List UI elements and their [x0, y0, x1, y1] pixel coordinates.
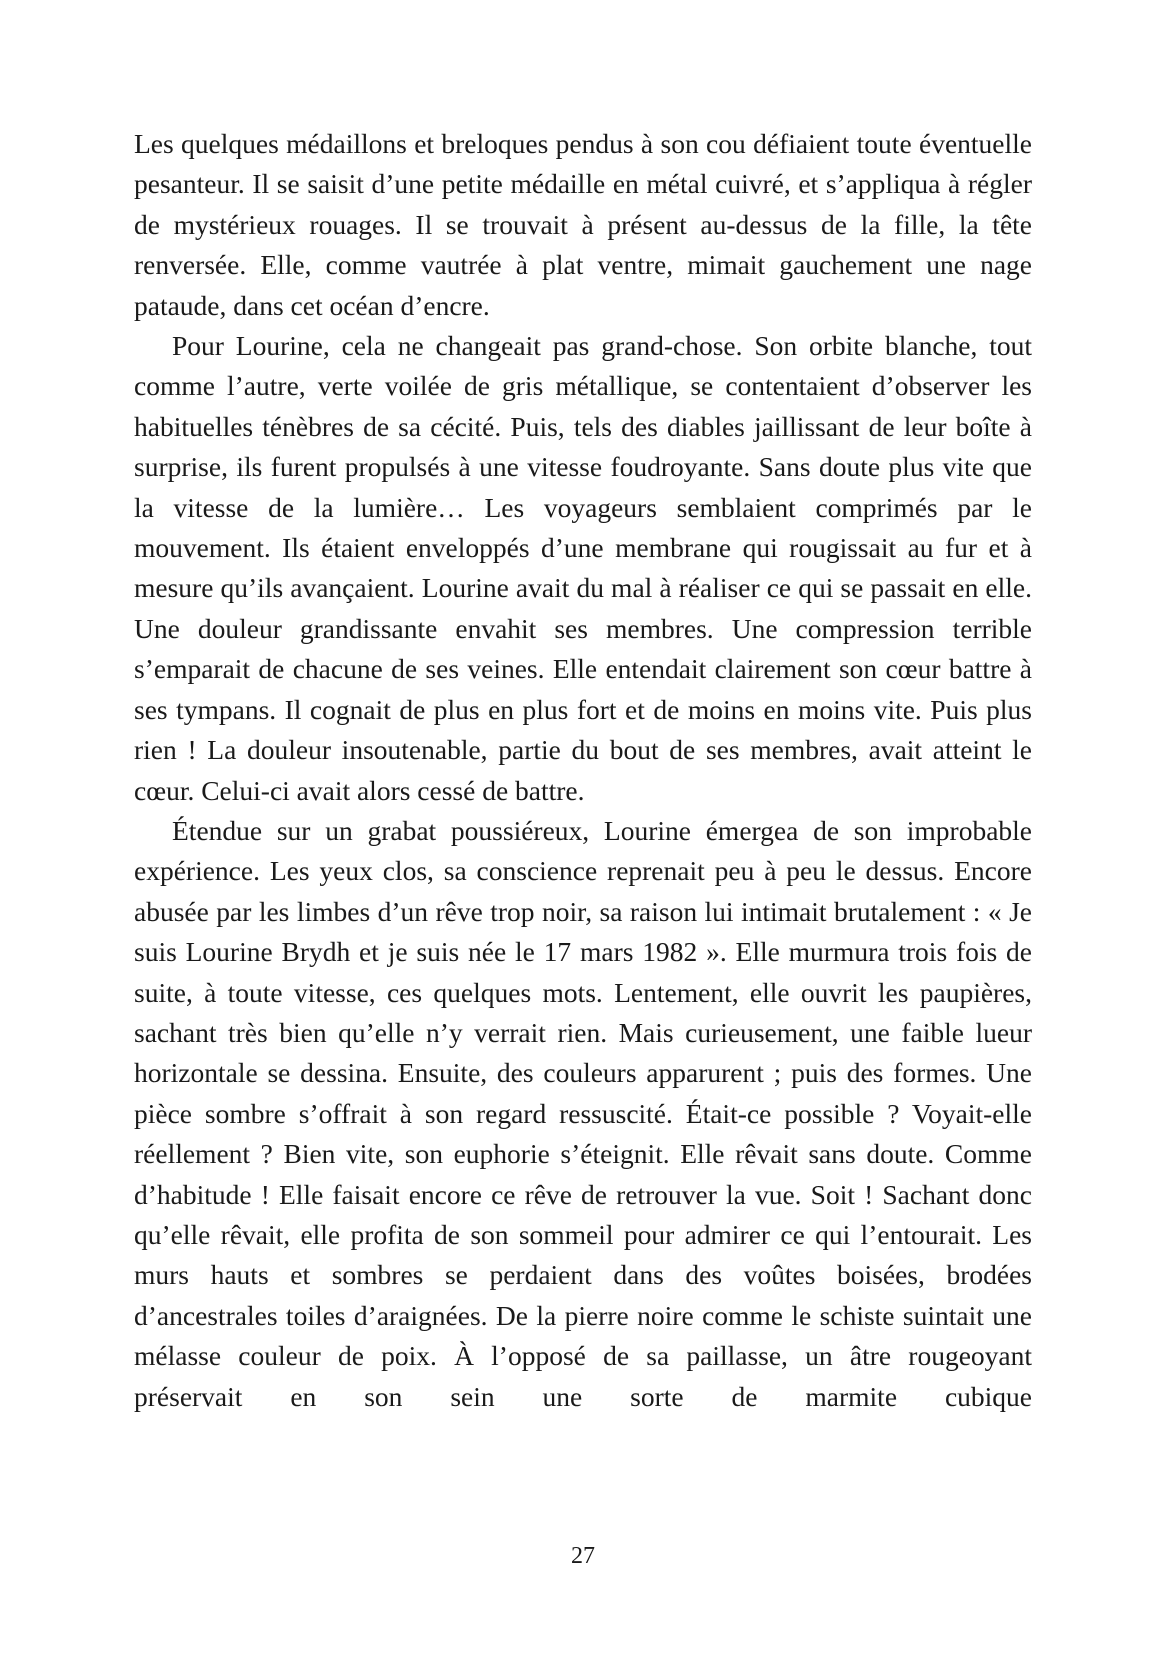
paragraph-1: Les quelques médaillons et breloques pendus à son cou défiaient toute éventuelle pesanteur. Il se saisit d’une petite médaille en métal cuivré, et s’appliqua à régler de mystérieux rouages. Il se trouvait à présent au-dessus de la fille, la tête renversée. Elle, comme vautrée à plat ventre, mimait gauchement une nage pataude, dans cet océan d’encre.: [134, 128, 1032, 321]
body-text: [134, 124, 1032, 1417]
paragraph-3: Étendue sur un grabat poussiéreux, Lourine émergea de son improbable expérience. Les yeux clos, sa conscience reprenait peu à peu le dessus. Encore abusée par les limbes d’un rêve trop noir, sa raison lui intimait brutalement : « Je suis Lourine Brydh et je suis née le 17 mars 1982 ». Elle murmura trois fois de suite, à toute vitesse, ces quelques mots. Lentement, elle ouvrit les paupières, sachant très bien qu’elle n’y verrait rien. Mais curieusement, une faible lueur horizontale se dessina. Ensuite, des couleurs apparurent ; puis des formes. Une pièce sombre s’offrait à son regard ressuscité. Était-ce possible ? Voyait-elle réellement ? Bien vite, son euphorie s’éteignit. Elle rêvait sans doute. Comme d’habitude ! Elle faisait encore ce rêve de retrouver la vue. Soit ! Sachant donc qu’elle rêvait, elle profita de son sommeil pour admirer ce qui l’entourait. Les murs hauts et sombres se perdaient dans des voûtes boisées, brodées d’ancestrales toiles d’araignées. De la pierre noire comme le schiste suintait une mélasse couleur de poix. À l’opposé de sa paillasse, un âtre rougeoyant préservait en son sein une sorte de marmite cubique: [134, 814, 1032, 1412]
page-number: 27: [571, 1543, 595, 1569]
paragraph-2: Pour Lourine, cela ne changeait pas grand-chose. Son orbite blanche, tout comme l’autre, verte voilée de gris métallique, se contentaient d’observer les habituelles ténèbres de sa cécité. Puis, tels des diables jaillissant de leur boîte à surprise, ils furent propulsés à une vitesse foudroyante. Sans doute plus vite que la vitesse de la lumière… Les voyageurs semblaient comprimés par le mouvement. Ils étaient enveloppés d’une membrane qui rougissait au fur et à mesure qu’ils avançaient. Lourine avait du mal à réaliser ce qui se passait en elle. Une douleur grandissante envahit ses membres. Une compression terrible s’emparait de chacune de ses veines. Elle entendait clairement son cœur battre à ses tympans. Il cognait de plus en plus fort et de moins en moins vite. Puis plus rien ! La douleur insoutenable, partie du bout de ses membres, avait atteint le cœur. Celui-ci avait alors cessé de battre.: [134, 330, 1032, 806]
